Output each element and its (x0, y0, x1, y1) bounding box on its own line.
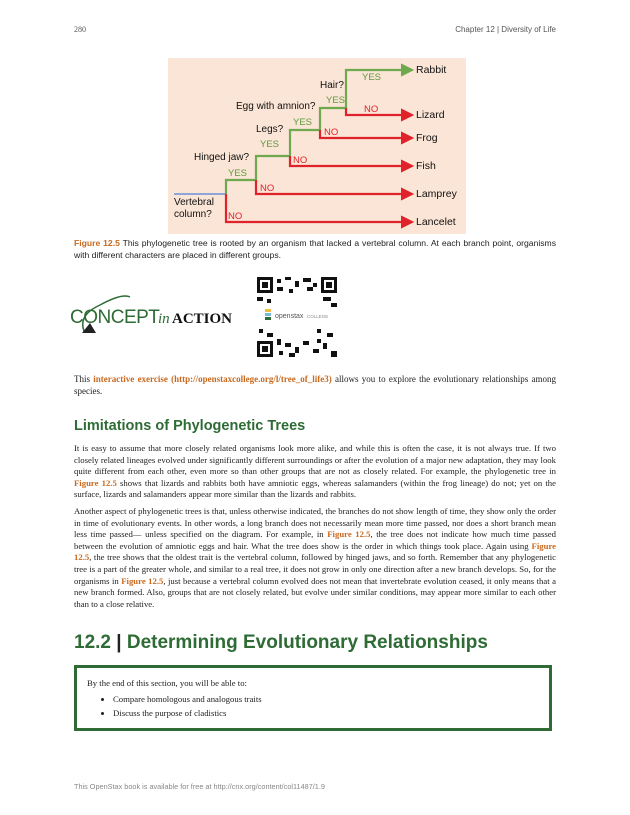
objectives-list (87, 694, 539, 718)
yes-label-jaw: YES (228, 168, 248, 179)
no-label-frog: NO (324, 127, 339, 138)
page-footer: This OpenStax book is available for free at http://cnx.org/content/col11487/1.9 (74, 782, 325, 791)
objective-item: • Discuss the purpose of cladistics (113, 708, 539, 718)
running-header: Chapter 12 | Diversity of Life (455, 25, 556, 34)
figure-ref-link[interactable]: Figure 12.5 (121, 575, 164, 586)
no-label-lancelet: NO (228, 211, 243, 222)
yes-label-rabbit: YES (362, 72, 382, 83)
figure-caption (74, 238, 556, 261)
question-egg-amnion: Egg with amnion? (236, 101, 316, 112)
question-hair: Hair? (320, 80, 344, 91)
p2-text-c: , the tree shows that the oldest trait is the vertebral column, followed by hinged jaws, and so forth. Remember that any phylogenetic tree is a part of the greater whole, and similar to a real tree, it does not grow in only one direction after a new branch develops. So, for the organisms in (74, 552, 556, 586)
figure-ref-link[interactable]: Figure 12.5 (327, 529, 371, 540)
concept-text-tail: allows you to explore the evolutionary relationships among species. (74, 374, 556, 396)
objectives-intro: By the end of this section, you will be able to: (87, 678, 247, 688)
no-branch-lizard (346, 108, 412, 115)
logo-word-in: in (158, 311, 170, 327)
root-question-line2: column? (174, 209, 212, 220)
p2-text-b: , the tree does not indicate how much time passed between the evolution of amniotic eggs and hair. What the tree does show is the order in which things took place. Again using (74, 529, 556, 551)
learning-objectives-box (74, 665, 552, 731)
yes-label-amnion: YES (293, 117, 313, 128)
interactive-exercise-link[interactable]: interactive exercise (http://openstaxcollege.org/l/tree_of_life3) (93, 374, 332, 384)
p2-text-d: , just because a vertebral column evolved does not mean that invertebrate evolution ceased, it only means that a new branch formed. Also, groups that are not closely related, but evolve under similar conditions, may appear more similar to each other than to a close relative. (74, 575, 556, 609)
paragraph-1 (74, 443, 556, 501)
figure-ref-link[interactable]: Figure 12.5 (74, 540, 556, 563)
taxon-lancelet: Lancelet (416, 216, 456, 228)
qr-code[interactable] (257, 277, 337, 357)
section-heading-12-2 (74, 632, 488, 654)
taxon-rabbit: Rabbit (416, 64, 447, 76)
section-number: 12.2 (74, 632, 111, 653)
concept-text-lead: This (74, 374, 94, 384)
phylogenetic-tree-diagram (168, 58, 466, 234)
no-label-fish: NO (293, 155, 308, 166)
yes-label-hair: YES (326, 95, 346, 106)
taxon-fish: Fish (416, 160, 436, 172)
root-question-line1: Vertebral (174, 197, 215, 208)
no-branch-fish (290, 156, 412, 166)
taxon-frog: Frog (416, 132, 438, 144)
paragraph-2 (74, 506, 556, 610)
no-branch-lamprey (256, 180, 412, 194)
p1-text-b: shows that lizards and rabbits both have amniotic eggs, whereas salamanders (within the frog lineage) do not; yet on the surface, lizards and salamanders appear more similar than the lizards and rabbits. (74, 477, 556, 500)
phylogenetic-tree-figure (168, 58, 466, 234)
qr-brand-openstax: openstax (275, 313, 304, 320)
objective-item: • Compare homologous and analogous traits (113, 694, 539, 704)
taxon-lamprey: Lamprey (416, 188, 457, 200)
p1-text-a: It is easy to assume that more closely related organisms look more alike, and while this is often the case, it is not always true. If two closely related lineages evolved under significantly different surroundings or after the evolution of a major new adaptation, they may look quite different from each other, even more so than other groups that are not as closely related. For example, the phylogenetic tree in (74, 443, 556, 477)
no-label-lizard: NO (364, 104, 379, 115)
section-separator: | (110, 632, 127, 653)
logo-word-action: ACTION (172, 311, 233, 327)
section-heading-limitations: Limitations of Phylogenetic Trees (74, 418, 306, 434)
taxon-lizard: Lizard (416, 109, 445, 121)
no-branch-lancelet (226, 194, 412, 222)
figure-label: Figure 12.5 (74, 238, 120, 248)
section-title: Determining Evolutionary Relationships (126, 632, 488, 653)
logo-word-concept: CONCEPT (70, 307, 160, 328)
concept-in-action-text (74, 373, 556, 397)
question-hinged-jaw: Hinged jaw? (194, 152, 250, 163)
page-number: 280 (74, 25, 86, 34)
yes-label-legs: YES (260, 139, 280, 150)
figure-ref-link[interactable]: Figure 12.5 (74, 477, 117, 488)
p2-text-a: Another aspect of phylogenetic trees is that, unless otherwise indicated, the branches do not show length of time, they show only the order in time of evolutionary events. In other words, a long branch does not necessarily mean more time passed, nor does a short branch mean less time passed— unless specified on the diagram. For example, in (74, 506, 556, 540)
no-label-lamprey: NO (260, 183, 275, 194)
question-legs: Legs? (256, 124, 284, 135)
concept-in-action-logo (70, 287, 240, 337)
qr-brand-college: COLLEGE (307, 314, 329, 319)
caption-text: This phylogenetic tree is rooted by an organism that lacked a vertebral column. At each branch point, organisms with different characters are placed in different groups. (74, 238, 557, 260)
